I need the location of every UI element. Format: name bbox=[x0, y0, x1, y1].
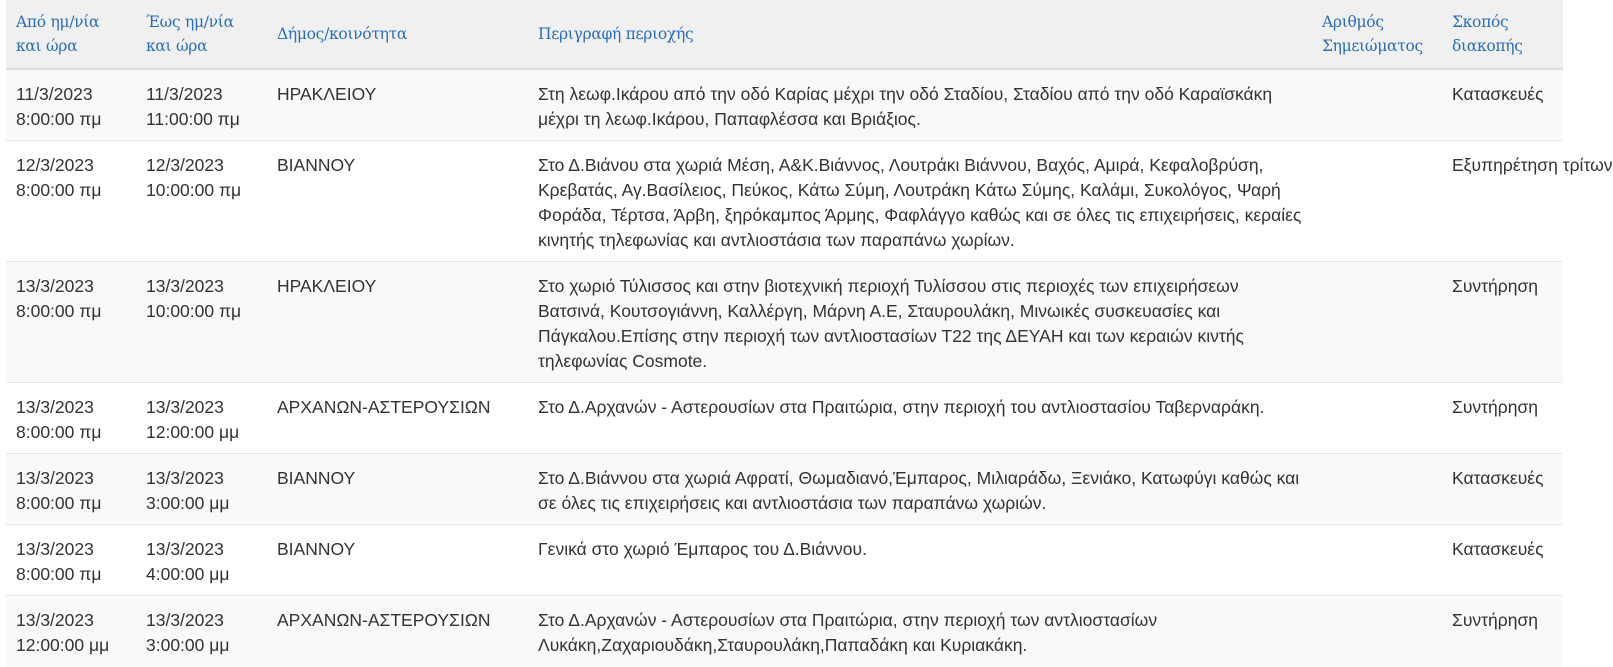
cell-municipality: ΗΡΑΚΛΕΙΟΥ bbox=[267, 262, 528, 383]
from-date: 13/3/2023 bbox=[16, 276, 94, 296]
cell-municipality: ΒΙΑΝΝΟΥ bbox=[267, 525, 528, 596]
cell-description: Γενικά στο χωριό Έμπαρος του Δ.Βιάννου. bbox=[528, 525, 1312, 596]
to-date: 11/3/2023 bbox=[146, 84, 223, 104]
from-time: 8:00:00 πμ bbox=[16, 564, 102, 584]
cell-municipality: ΑΡΧΑΝΩΝ-ΑΣΤΕΡΟΥΣΙΩΝ bbox=[267, 383, 528, 454]
cell-to bbox=[136, 262, 267, 383]
from-time: 8:00:00 πμ bbox=[16, 422, 102, 442]
cell-note-number bbox=[1312, 525, 1442, 596]
to-date: 13/3/2023 bbox=[146, 468, 224, 488]
table-row bbox=[6, 454, 1563, 525]
table-row bbox=[6, 596, 1563, 667]
to-time: 10:00:00 πμ bbox=[146, 301, 242, 321]
cell-note-number bbox=[1312, 596, 1442, 667]
cell-purpose: Κατασκευές bbox=[1442, 525, 1563, 596]
from-date: 13/3/2023 bbox=[16, 468, 94, 488]
outages-table-container bbox=[6, 0, 1613, 667]
cell-description: Στο Δ.Αρχανών - Αστερουσίων στα Πραιτώρια, στην περιοχή του αντλιοστασίου Ταβερναράκη. bbox=[528, 383, 1312, 454]
cell-purpose: Κατασκευές bbox=[1442, 454, 1563, 525]
table-row bbox=[6, 525, 1563, 596]
cell-municipality: ΑΡΧΑΝΩΝ-ΑΣΤΕΡΟΥΣΙΩΝ bbox=[267, 596, 528, 667]
cell-purpose: Συντήρηση bbox=[1442, 262, 1563, 383]
column-header-municipality-label[interactable]: Δήμος/κοινότητα bbox=[277, 25, 408, 43]
cell-description: Στη λεωφ.Ικάρου από την οδό Καρίας μέχρι την οδό Σταδίου, Σταδίου από την οδό Καραϊσκάκη μέχρι τη λεωφ.Ικάρου, Παπαφλέσσα και Βριάξιος. bbox=[528, 69, 1312, 141]
to-time: 3:00:00 μμ bbox=[146, 635, 230, 655]
column-header-purpose[interactable] bbox=[1442, 0, 1563, 69]
cell-from bbox=[6, 262, 136, 383]
from-date: 11/3/2023 bbox=[16, 84, 93, 104]
cell-note-number bbox=[1312, 454, 1442, 525]
cell-municipality: ΒΙΑΝΝΟΥ bbox=[267, 141, 528, 262]
cell-to bbox=[136, 596, 267, 667]
to-time: 10:00:00 πμ bbox=[146, 180, 242, 200]
to-time: 11:00:00 πμ bbox=[146, 109, 240, 129]
cell-to bbox=[136, 141, 267, 262]
cell-from bbox=[6, 141, 136, 262]
to-time: 3:00:00 μμ bbox=[146, 493, 230, 513]
column-header-description[interactable] bbox=[528, 0, 1312, 69]
to-time: 4:00:00 μμ bbox=[146, 564, 230, 584]
cell-from bbox=[6, 383, 136, 454]
cell-purpose: Κατασκευές bbox=[1442, 69, 1563, 141]
cell-purpose bbox=[1442, 141, 1613, 262]
power-outages-table bbox=[6, 0, 1613, 667]
from-date: 12/3/2023 bbox=[16, 155, 94, 175]
cell-note-number bbox=[1312, 383, 1442, 454]
from-time: 8:00:00 πμ bbox=[16, 301, 102, 321]
cell-description: Στο Δ.Αρχανών - Αστερουσίων στα Πραιτώρια, στην περιοχή των αντλιοστασίων Λυκάκη,Ζαχαριουδάκη,Σταυρουλάκη,Παπαδάκη και Κυριακάκη. bbox=[528, 596, 1312, 667]
from-time: 8:00:00 πμ bbox=[16, 493, 102, 513]
cell-municipality: ΗΡΑΚΛΕΙΟΥ bbox=[267, 69, 528, 141]
cell-note-number bbox=[1312, 141, 1442, 262]
to-date: 13/3/2023 bbox=[146, 610, 224, 630]
column-header-note-number[interactable] bbox=[1312, 0, 1442, 69]
to-date: 12/3/2023 bbox=[146, 155, 224, 175]
table-row bbox=[6, 69, 1563, 141]
cell-to bbox=[136, 454, 267, 525]
cell-purpose: Συντήρηση bbox=[1442, 383, 1563, 454]
cell-to bbox=[136, 383, 267, 454]
column-header-to-label[interactable]: Έως ημ/νία και ώρα bbox=[146, 13, 234, 55]
from-time: 8:00:00 πμ bbox=[16, 180, 102, 200]
to-date: 13/3/2023 bbox=[146, 539, 224, 559]
from-time: 8:00:00 πμ bbox=[16, 109, 102, 129]
cell-from bbox=[6, 596, 136, 667]
column-header-from-label[interactable]: Από ημ/νία και ώρα bbox=[16, 13, 100, 55]
table-header bbox=[6, 0, 1563, 69]
column-header-from[interactable] bbox=[6, 0, 136, 69]
cell-municipality: ΒΙΑΝΝΟΥ bbox=[267, 454, 528, 525]
table-body bbox=[6, 69, 1613, 667]
cell-from bbox=[6, 69, 136, 141]
table-row bbox=[6, 141, 1563, 262]
cell-description: Στο Δ.Βιάνου στα χωριά Μέση, Α&Κ.Βιάννος, Λουτράκι Βιάννου, Βαχός, Αμιρά, Κεφαλοβρύση, Κρεβατάς, Αγ.Βασίλειος, Πεύκος, Κάτω Σύμη, Λουτράκη Κάτω Σύμης, Καλάμι, Συκολόγος, Ψαρή Φοράδα, Τέρτσα, Άρβη, ξηρόκαμπος Άρμης, Φαφλάγγο καθώς και σε όλες τις επιχειρήσεις, κεραίες κινητής τηλεφωνίας και αντλιοστάσια των παραπάνω χωρίων. bbox=[528, 141, 1312, 262]
from-date: 13/3/2023 bbox=[16, 539, 94, 559]
from-time: 12:00:00 μμ bbox=[16, 635, 110, 655]
from-date: 13/3/2023 bbox=[16, 610, 94, 630]
cell-note-number bbox=[1312, 69, 1442, 141]
table-row bbox=[6, 262, 1563, 383]
column-header-description-label[interactable]: Περιγραφή περιοχής bbox=[538, 25, 694, 43]
to-date: 13/3/2023 bbox=[146, 397, 224, 417]
column-header-note-number-label[interactable]: Αριθμός Σημειώματος bbox=[1322, 13, 1423, 55]
cell-purpose: Συντήρηση bbox=[1442, 596, 1563, 667]
cell-from bbox=[6, 454, 136, 525]
from-date: 13/3/2023 bbox=[16, 397, 94, 417]
cell-description: Στο χωριό Τύλισσος και στην βιοτεχνική περιοχή Τυλίσσου στις περιοχές των επιχειρήσεων Βατσινά, Κουτσογιάννη, Καλλέργη, Μάρνη Α.Ε, Σταυρουλάκη, Μινωικές συσκευασίες και Πάγκαλου.Επίσης στην περιοχή των αντλιοστασίων Τ22 της ΔΕΥΑΗ και των κεραιών κιντής τηλεφωνίας Cosmote. bbox=[528, 262, 1312, 383]
cell-to bbox=[136, 525, 267, 596]
cell-description: Στο Δ.Βιάννου στα χωριά Αφρατί, Θωμαδιανό,Έμπαρος, Μιλιαράδω, Ξενιάκο, Κατωφύγι καθώς και σε όλες τις επιχειρήσεις και αντλιοστάσια των παραπάνω χωριών. bbox=[528, 454, 1312, 525]
table-row bbox=[6, 383, 1563, 454]
column-header-to[interactable] bbox=[136, 0, 267, 69]
cell-note-number bbox=[1312, 262, 1442, 383]
header-row bbox=[6, 0, 1563, 69]
to-date: 13/3/2023 bbox=[146, 276, 224, 296]
column-header-municipality[interactable] bbox=[267, 0, 528, 69]
to-time: 12:00:00 μμ bbox=[146, 422, 240, 442]
purpose-text: Εξυπηρέτηση τρίτων bbox=[1452, 155, 1613, 175]
column-header-purpose-label[interactable]: Σκοπός διακοπής bbox=[1452, 13, 1523, 55]
cell-to bbox=[136, 69, 267, 141]
cell-from bbox=[6, 525, 136, 596]
